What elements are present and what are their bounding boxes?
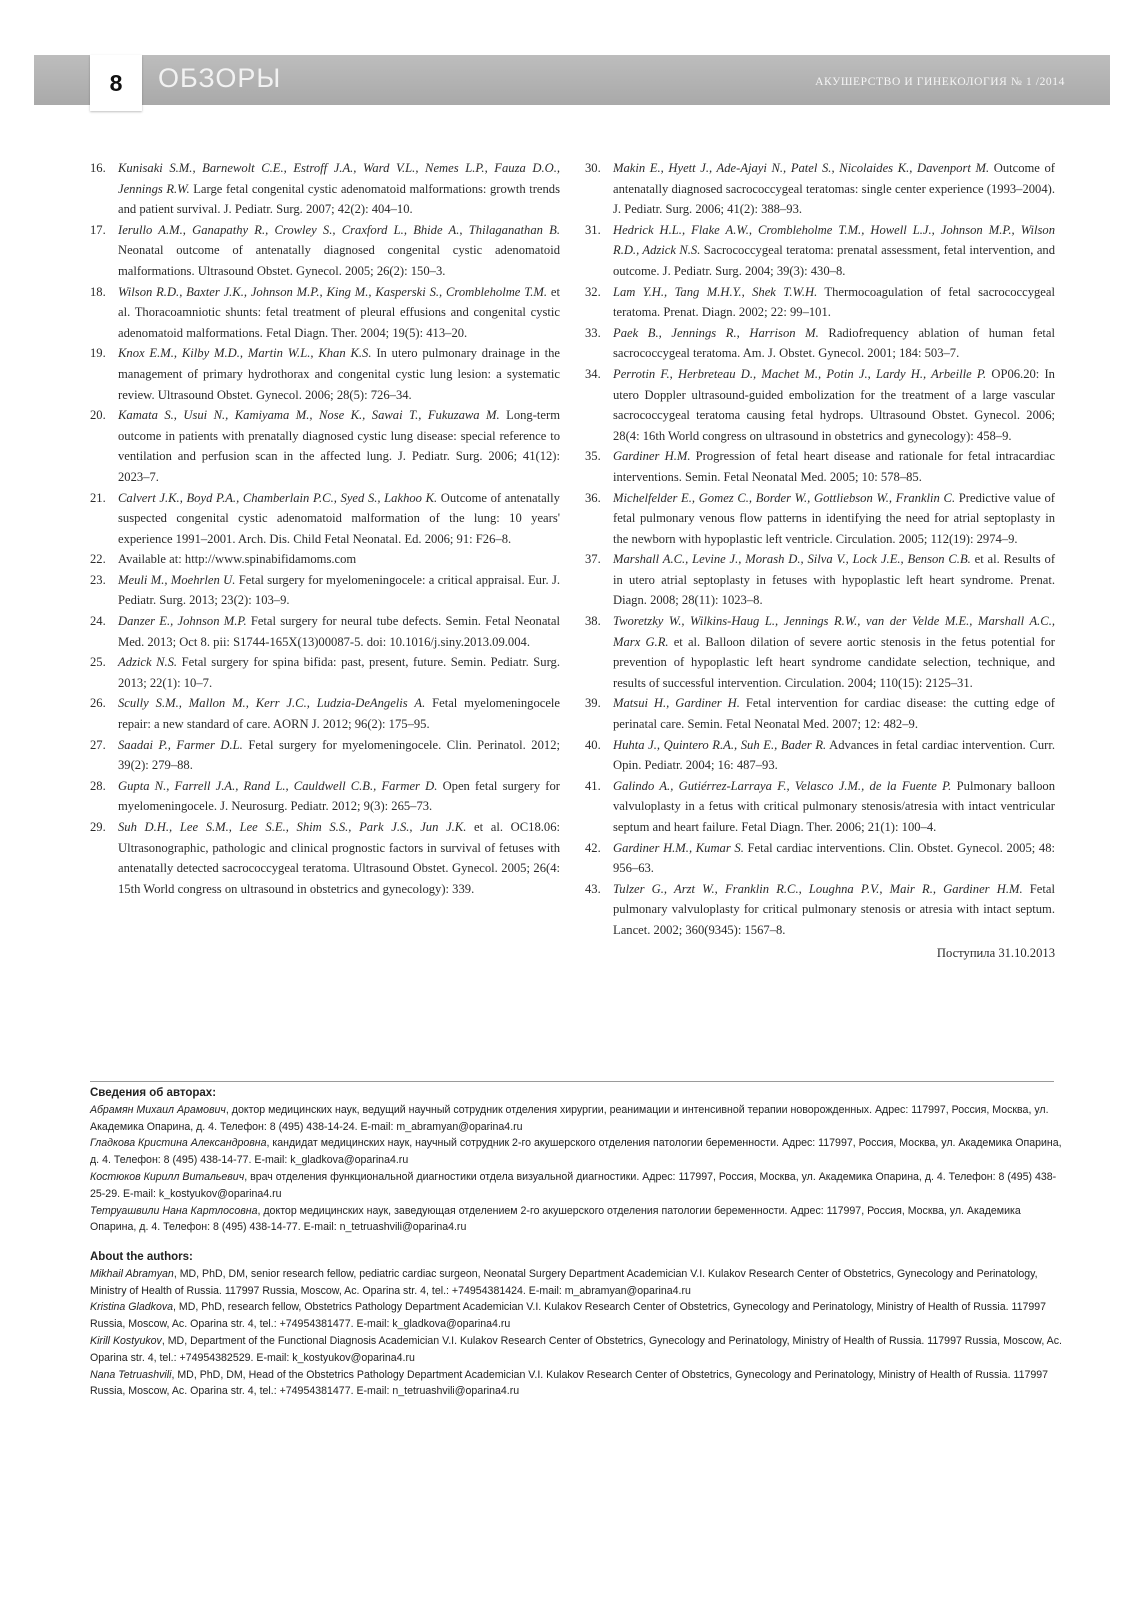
reference-number: 38. [585, 614, 601, 629]
about-title-en: About the authors: [90, 1251, 193, 1263]
reference-authors: Kamata S., Usui N., Kamiyama M., Nose K., Sawai T., Fukuzawa M. [118, 408, 500, 423]
author-details: , врач отделения функциональной диагностики отдела визуальной диагностики. Адрес: 117997, Россия, Москва, ул. Академика Опарина, д. 4. Телефон: 8 (495) 438-25-29. E-mail: k_kostyukov@oparina4.ru [90, 1170, 1057, 1200]
reference-authors: Wilson R.D., Baxter J.K., Johnson M.P., King M., Kasperski S., Crombleholme T.M. [118, 284, 548, 299]
page-number: 8 [90, 55, 142, 111]
reference-authors: Matsui H., Gardiner H. [613, 696, 740, 711]
reference-text: Thermocoagulation of fetal sacrococcygeal teratoma. Prenat. Diagn. 2002; 22: 99–101. [613, 284, 1055, 320]
divider [90, 1081, 1054, 1082]
reference-number: 19. [90, 346, 106, 361]
author-entry [90, 1333, 1065, 1367]
received-date: Поступила 31.10.2013 [936, 945, 1055, 960]
author-name: Гладкова Кристина Александровна [90, 1137, 267, 1150]
author-name: Абрамян Михаил Арамович [90, 1103, 226, 1116]
reference-number: 27. [90, 737, 106, 752]
reference-number: 20. [90, 408, 106, 423]
reference-text: Fetal surgery for myelomeningocele: a critical appraisal. Eur. J. Pediatr. Surg. 2013; 23(2): 103–9. [118, 572, 561, 608]
author-details: , MD, PhD, DM, senior research fellow, pediatric cardiac surgeon, Neonatal Surgery Department Academician V.I. Kulakov Research Center of Obstetrics, Gynecology and Perinatology, Ministry of Health of Russia. 117997 Russia, Moscow, Ac. Oparina str. 4, tel.: +74954381424. E-mail: m_abramyan@oparina4.ru [90, 1267, 1038, 1297]
reference-item [90, 693, 560, 734]
reference-authors: Michelfelder E., Gomez C., Border W., Gottliebson W., Franklin C. [613, 490, 956, 505]
reference-text: In utero pulmonary drainage in the management of primary hydrothorax and congenital cystic lung lesion: a systematic review. Ultrasound Obstet. Gynecol. 2006; 28(5): 726–34. [118, 346, 560, 402]
reference-item [585, 735, 1055, 776]
author-name: Kristina Gladkova [90, 1301, 174, 1314]
reference-item [585, 838, 1055, 879]
reference-number: 33. [585, 325, 601, 340]
author-details: , MD, Department of the Functional Diagnosis Academician V.I. Kulakov Research Center of Obstetrics, Gynecology and Perinatology, Ministry of Health of Russia. 117997 Russia, Moscow, Ac. Oparina str. 4, tel.: +74954382529. E-mail: k_kostyukov@oparina4.ru [90, 1334, 1062, 1364]
reference-number: 40. [585, 737, 601, 752]
reference-authors: Kunisaki S.M., Barnewolt C.E., Estroff J.A., Ward V.L., Nemes L.P., Fauza D.O., Jennings R.W. [118, 161, 560, 196]
reference-text: Available at: http://www.spinabifidamoms.com [118, 552, 357, 567]
reference-authors: Perrotin F., Herbreteau D., Machet M., Potin J., Lardy H., Arbeille P. [613, 366, 987, 381]
reference-text: et al. Thoracoamniotic shunts: fetal treatment of pleural effusions and congenital cystic adenomatoid malformations. Fetal Diagn. Ther. 2004; 19(5): 413–20. [118, 284, 560, 340]
reference-text: Progression of fetal heart disease and rationale for fetal intracardiac interventions. Semin. Fetal Neonatal Med. 2005; 10: 578–85. [613, 449, 1055, 484]
reference-authors: Gupta N., Farrell J.A., Rand L., Cauldwell C.B., Farmer D. [118, 778, 438, 793]
reference-item [585, 158, 1055, 220]
author-entry [90, 1102, 1065, 1136]
reference-number: 29. [90, 820, 106, 834]
reference-authors: Calvert J.K., Boyd P.A., Chamberlain P.C., Syed S., Lakhoo K. [118, 490, 438, 505]
reference-text: et al. OC18.06: Ultrasonographic, pathologic and clinical prognostic factors in survival of fetuses with antenatally detected sacrococcygeal teratoma. Ultrasound Obstet. Gynecol. 2005; 26(4: 15th World congress on ultrasound in obstetrics and gynecology): 339. [118, 820, 561, 896]
reference-text: Predictive value of fetal pulmonary venous flow patterns in identifying the need for atrial septoplasty in the newborn with hypoplastic left ventricle. Circulation. 2005; 112(19): 2974–9. [613, 490, 1055, 546]
reference-authors: Hedrick H.L., Flake A.W., Crombleholme T.M., Howell L.J., Johnson M.P., Wilson R.D., Adzick N.S. [613, 222, 1055, 258]
author-entry [90, 1367, 1065, 1401]
author-entry [90, 1169, 1065, 1203]
reference-item [585, 611, 1055, 693]
reference-number: 35. [585, 449, 601, 464]
references-left-column [90, 158, 560, 899]
reference-text: Sacrococcygeal teratoma: prenatal assessment, fetal intervention, and outcome. J. Pediatr. Surg. 2004; 39(3): 430–8. [613, 243, 1056, 278]
reference-item [90, 817, 560, 899]
journal-title: АКУШЕРСТВО И ГИНЕКОЛОГИЯ № 1 /2014 [815, 76, 1065, 88]
reference-authors: Saadai P., Farmer D.L. [118, 737, 243, 752]
reference-number: 42. [585, 840, 601, 855]
author-details: , MD, PhD, DM, Head of the Obstetrics Pathology Department Academician V.I. Kulakov Research Center of Obstetrics, Gynecology and Perinatology, Ministry of Health of Russia. 117997 Russia, Moscow, Ac. Oparina str. 4, tel.: +74954381477. E-mail: n_tetruashvili@oparina4.ru [90, 1368, 1049, 1398]
reference-item [90, 652, 560, 693]
section-title: ОБЗОРЫ [158, 63, 282, 93]
reference-authors: Marshall A.C., Levine J., Morash D., Silva V., Lock J.E., Benson C.B. [613, 552, 971, 567]
reference-text: Large fetal congenital cystic adenomatoid malformations: growth trends and patient survival. J. Pediatr. Surg. 2007; 42(2): 404–10. [118, 181, 560, 217]
reference-item [90, 611, 560, 652]
reference-text: Open fetal surgery for myelomeningocele. J. Neurosurg. Pediatr. 2012; 9(3): 265–73. [118, 778, 560, 814]
author-name: Костюков Кирилл Витальевич [90, 1170, 245, 1183]
reference-authors: Huhta J., Quintero R.A., Suh E., Bader R. [613, 737, 827, 752]
reference-item [585, 323, 1055, 364]
author-name: Nana Tetruashvili [90, 1368, 172, 1381]
reference-number: 43. [585, 881, 601, 896]
reference-authors: Adzick N.S. [118, 655, 178, 670]
reference-authors: Makin E., Hyett J., Ade-Ajayi N., Patel S., Nicolaides K., Davenport M. [613, 161, 990, 175]
author-name: Mikhail Abramyan [90, 1267, 174, 1280]
reference-text: Pulmonary balloon valvuloplasty in a fetus with critical pulmonary stenosis/atresia with intact ventricular septum and heart failure. Fetal Diagn. Ther. 2006; 21(1): 100–4. [613, 778, 1056, 834]
reference-item [585, 549, 1055, 611]
about-title-ru: Сведения об авторах: [90, 1087, 217, 1099]
reference-item [90, 343, 560, 405]
reference-item [90, 488, 560, 550]
reference-item [90, 735, 560, 776]
reference-item [585, 446, 1055, 487]
reference-authors: Scully S.M., Mallon M., Kerr J.C., Ludzia-DeAngelis A. [118, 696, 426, 711]
reference-number: 18. [90, 284, 106, 299]
author-details: , доктор медицинских наук, заведующая отделением 2-го акушерского отделения патологии беременности. Адрес: 117997, Россия, Москва, ул. Академика Опарина, д. 4. Телефон: 8 (495) 438-14-77. E-mail: n_tetruashvili@oparina4.ru [90, 1204, 1021, 1234]
reference-text: OP06.20: In utero Doppler ultrasound-guided embolization for the treatment of a large vascular sacrococcygeal teratoma causing fetal hydrops. Ultrasound Obstet. Gynecol. 2006; 28(4: 16th World congress on ultrasound in obstetrics and gynecology): 458–9. [613, 366, 1055, 443]
reference-number: 21. [90, 490, 106, 505]
author-details: , кандидат медицинских наук, научный сотрудник 2-го акушерского отделения патологии беременности. Адрес: 117997, Россия, Москва, ул. Академика Опарина, д. 4. Телефон: 8 (495) 438-14-77. E-mail: k_gladkova@oparina4.ru [90, 1137, 1062, 1167]
author-details: , MD, PhD, research fellow, Obstetrics Pathology Department Academician V.I. Kulakov Research Center of Obstetrics, Gynecology and Perinatology, Ministry of Health of Russia. 117997 Russia, Moscow, Ac. Oparina str. 4, tel.: +74954381477. E-mail: k_gladkova@oparina4.ru [90, 1301, 1047, 1331]
reference-number: 23. [90, 572, 106, 587]
reference-authors: Meuli M., Moehrlen U. [118, 572, 236, 587]
reference-text: Advances in fetal cardiac intervention. Curr. Opin. Pediatr. 2004; 16: 487–93. [613, 737, 1056, 773]
reference-authors: Danzer E., Johnson M.P. [118, 614, 247, 629]
reference-authors: Galindo A., Gutiérrez-Larraya F., Velasco J.M., de la Fuente P. [613, 778, 952, 793]
reference-item [90, 405, 560, 487]
author-entry [90, 1135, 1065, 1169]
reference-item [585, 364, 1055, 446]
author-entry [90, 1299, 1065, 1333]
reference-text: Long-term outcome in patients with prenatally diagnosed cystic lung disease: special reference to ventilation and perfusion scan in the affected lung. J. Pediatr. Surg. 2006; 41(12): 2023–7. [118, 408, 560, 484]
reference-authors: Tulzer G., Arzt W., Franklin R.C., Loughna P.V., Mair R., Gardiner H.M. [613, 881, 1023, 896]
reference-item [585, 282, 1055, 323]
reference-item [585, 488, 1055, 550]
reference-number: 30. [585, 161, 601, 175]
reference-number: 31. [585, 222, 601, 237]
author-entry [90, 1266, 1065, 1300]
reference-authors: Suh D.H., Lee S.M., Lee S.E., Shim S.S., Park J.S., Jun J.K. [118, 820, 467, 834]
reference-number: 28. [90, 778, 106, 793]
reference-item [90, 282, 560, 344]
reference-number: 22. [90, 552, 106, 567]
author-name: Kirill Kostyukov [90, 1334, 162, 1347]
reference-text: Outcome of antenatally suspected congenital cystic adenomatoid malformation of the lung: 10 years' experience 1991–2001. Arch. Dis. Child Fetal Neonatal. Ed. 2006; 91: F26–8. [118, 490, 560, 546]
about-authors-en [90, 1249, 1065, 1400]
reference-item [90, 776, 560, 817]
reference-text: et al. Balloon dilation of severe aortic stenosis in the fetus potential for prevention of hypoplastic left heart syndrome candidate selection, technique, and results of successful intervention. Circulation. 2004; 110(15): 2125–31. [613, 634, 1055, 690]
reference-text: Fetal surgery for spina bifida: past, present, future. Semin. Pediatr. Surg. 2013; 22(1): 10–7. [118, 655, 560, 690]
references-right-column [585, 158, 1055, 963]
reference-authors: Gardiner H.M., Kumar S. [613, 840, 744, 855]
reference-number: 24. [90, 614, 106, 629]
reference-text: Fetal surgery for myelomeningocele. Clin. Perinatol. 2012; 39(2): 279–88. [118, 737, 560, 773]
author-name: Тетруашвили Нана Картлосовна [90, 1204, 258, 1217]
reference-text: Fetal intervention for cardiac disease: the cutting edge of perinatal care. Semin. Fetal Neonatal Med. 2007; 12: 482–9. [613, 696, 1055, 732]
reference-number: 17. [90, 222, 106, 237]
reference-text: Radiofrequency ablation of human fetal sacrococcygeal teratoma. Am. J. Obstet. Gynecol. 2001; 184: 503–7. [613, 325, 1056, 361]
author-entry [90, 1203, 1065, 1237]
reference-authors: Gardiner H.M. [613, 449, 691, 464]
reference-text: Fetal myelomeningocele repair: a new standard of care. AORN J. 2012; 96(2): 175–95. [118, 696, 561, 732]
reference-number: 32. [585, 284, 601, 299]
reference-text: Fetal surgery for neural tube defects. Semin. Fetal Neonatal Med. 2013; Oct 8. pii: S1744-165X(13)00087-5. doi: 10.1016/j.siny.2013.09.004. [118, 614, 560, 649]
reference-text: Neonatal outcome of antenatally diagnosed congenital cystic adenomatoid malformations. Ultrasound Obstet. Gynecol. 2005; 26(2): 150–3. [118, 243, 560, 278]
reference-authors: Tworetzky W., Wilkins-Haug L., Jennings R.W., van der Velde M.E., Marshall A.C., Marx G.R. [613, 614, 1055, 649]
reference-item [90, 549, 560, 570]
reference-number: 37. [585, 552, 601, 567]
reference-item [585, 776, 1055, 838]
reference-number: 25. [90, 655, 106, 670]
reference-authors: Ierullo A.M., Ganapathy R., Crowley S., Craxford L., Bhide A., Thilaganathan B. [118, 222, 560, 237]
reference-item [90, 570, 560, 611]
reference-item [90, 158, 560, 220]
reference-authors: Lam Y.H., Tang M.H.Y., Shek T.W.H. [613, 284, 818, 299]
reference-text: et al. Results of in utero atrial septoplasty in fetuses with hypoplastic left heart syndrome. Prenat. Diagn. 2008; 28(11): 1023–8. [613, 552, 1056, 608]
reference-number: 16. [90, 161, 106, 175]
about-authors-ru [90, 1085, 1065, 1236]
reference-item [585, 693, 1055, 734]
reference-number: 34. [585, 366, 601, 381]
reference-item [585, 879, 1055, 941]
reference-authors: Knox E.M., Kilby M.D., Martin W.L., Khan K.S. [118, 346, 372, 361]
reference-item [90, 220, 560, 282]
reference-item [585, 220, 1055, 282]
reference-authors: Paek B., Jennings R., Harrison M. [613, 325, 819, 340]
reference-text: Fetal pulmonary valvuloplasty for critical pulmonary stenosis or atresia with intact septum. Lancet. 2002; 360(9345): 1567–8. [613, 881, 1055, 937]
reference-number: 41. [585, 778, 601, 793]
reference-text: Outcome of antenatally diagnosed sacrococcygeal teratomas: single center experience (1993–2004). J. Pediatr. Surg. 2006; 41(2): 388–93. [613, 161, 1056, 217]
reference-text: Fetal cardiac interventions. Clin. Obstet. Gynecol. 2005; 48: 956–63. [613, 840, 1055, 876]
reference-number: 39. [585, 696, 601, 711]
reference-number: 36. [585, 490, 601, 505]
reference-number: 26. [90, 696, 106, 711]
author-details: , доктор медицинских наук, ведущий научный сотрудник отделения хирургии, реанимации и интенсивной терапии новорожденных. Адрес: 117997, Россия, Москва, ул. Академика Опарина, д. 4. Телефон: 8 (495) 438-14-24. E-mail: m_abramyan@oparina4.ru [90, 1103, 1049, 1133]
